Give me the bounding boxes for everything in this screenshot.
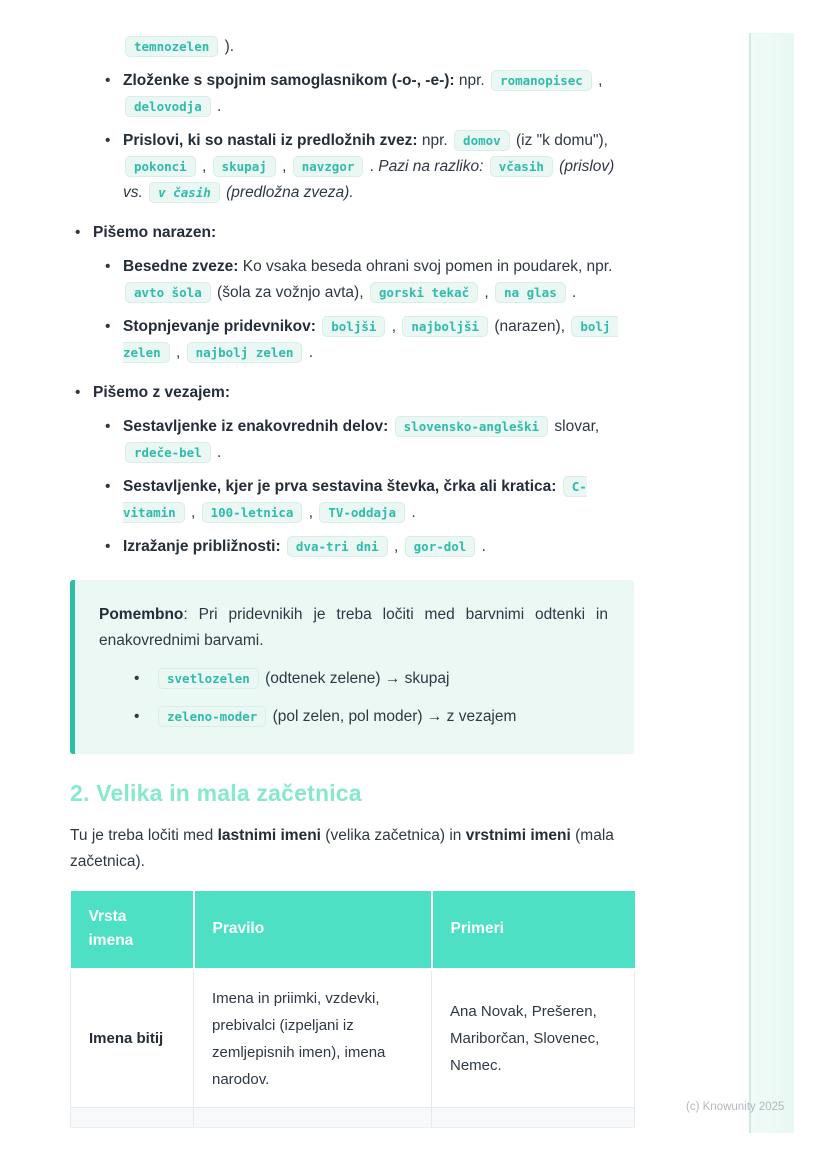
text-segment: : Pri pridevnikih je treba ločiti med barvnimi odtenki in enakovrednimi barvami. <box>99 606 608 649</box>
text-segment <box>281 538 285 555</box>
text-segment: Prislovi, ki so nastali iz predložnih zvez: <box>123 132 418 149</box>
code-chip: bolj zelen <box>123 316 618 363</box>
text-segment: , <box>304 504 318 521</box>
text-segment: (prislov) vs. <box>123 158 615 201</box>
table-head <box>71 891 635 969</box>
text-segment: . <box>212 444 222 461</box>
bullet-marker: • <box>105 318 111 335</box>
list-item-text <box>93 220 634 246</box>
code-chip: temnozelen <box>125 36 218 57</box>
page-edge-strip <box>749 33 794 1133</box>
code-chip: zeleno-moder <box>158 706 266 727</box>
list-item-text <box>123 68 634 120</box>
callout-paragraph <box>99 602 608 654</box>
callout-pomembno <box>70 580 634 754</box>
text-segment: Stopnjevanje pridevnikov: <box>123 318 316 335</box>
text-segment: . <box>365 158 379 175</box>
text-segment: ). <box>220 38 235 55</box>
table-header-cell: Primeri <box>432 891 635 969</box>
table-cell <box>71 1107 194 1127</box>
list-item <box>70 128 634 206</box>
bullet-marker: • <box>134 670 140 687</box>
document-content <box>70 34 634 1128</box>
list-item <box>70 254 634 306</box>
code-chip: svetlozelen <box>158 668 259 689</box>
text-segment: (predložna zveza). <box>221 184 354 201</box>
text-segment: Sestavljenke iz enakovrednih delov: <box>123 418 389 435</box>
text-segment: lastnimi imeni <box>217 827 321 844</box>
list-item-text <box>123 534 634 560</box>
text-segment: Pišemo narazen: <box>93 224 217 241</box>
table-cell: Imena bitij <box>71 969 194 1107</box>
text-segment: , <box>197 158 211 175</box>
bullet-marker: • <box>105 132 111 149</box>
text-segment: (šola za vožnjo avta), <box>212 284 368 301</box>
list-item-text <box>156 704 608 730</box>
code-chip: gorski tekač <box>370 282 478 303</box>
code-chip: rdeče-bel <box>125 442 211 463</box>
section-heading: 2. Velika in mala začetnica <box>70 780 362 806</box>
table-header-cell: Pravilo <box>194 891 432 969</box>
text-segment <box>316 318 320 335</box>
text-segment: , <box>480 284 494 301</box>
bullet-marker: • <box>105 478 111 495</box>
text-segment: . <box>212 98 222 115</box>
code-chip: boljši <box>322 316 385 337</box>
code-chip: TV-oddaja <box>319 502 405 523</box>
code-chip: navzgor <box>293 156 364 177</box>
bullet-marker: • <box>75 224 81 241</box>
list-item <box>99 666 608 692</box>
table-cell <box>194 1107 432 1127</box>
code-chip: slovensko-angleški <box>395 416 548 437</box>
text-segment: Izražanje približnosti: <box>123 538 281 555</box>
list-item-text <box>123 474 634 526</box>
text-segment: Sestavljenke, kjer je prva sestavina števka, črka ali kratica: <box>123 478 557 495</box>
text-segment: (pol zelen, pol moder) → z vezajem <box>268 708 517 725</box>
bullet-marker: • <box>105 418 111 435</box>
code-chip: pokonci <box>125 156 196 177</box>
bullet-marker: • <box>105 538 111 555</box>
text-segment: Ko vsaka beseda ohrani svoj pomen in poudarek, npr. <box>238 258 613 275</box>
text-segment: Pišemo z vezajem: <box>93 384 230 401</box>
intro-paragraph <box>70 823 634 875</box>
copyright-footer: (c) Knowunity 2025 <box>686 1101 785 1113</box>
bullet-marker: • <box>134 708 140 725</box>
list-item-text <box>123 314 634 366</box>
text-segment: npr. <box>417 132 453 149</box>
code-chip: gor-dol <box>405 536 476 557</box>
table-cell: Imena in priimki, vzdevki, prebivalci (izpeljani iz zemljepisnih imen), imena narodov. <box>194 969 432 1107</box>
bullet-marker: • <box>105 258 111 275</box>
code-chip: avto šola <box>125 282 211 303</box>
list-item <box>70 414 634 466</box>
table-row <box>71 969 635 1107</box>
table-header-cell: Vrsta imena <box>71 891 194 969</box>
table-header-row <box>71 891 635 969</box>
code-chip: C-vitamin <box>123 476 587 523</box>
text-segment: , <box>186 504 200 521</box>
text-segment: . <box>477 538 486 555</box>
list-item <box>70 68 634 120</box>
text-segment: (iz "k domu"), <box>511 132 608 149</box>
text-segment: Besedne zveze: <box>123 258 239 275</box>
text-segment: (mala začetnica). <box>70 827 614 870</box>
code-chip: najbolj zelen <box>187 342 303 363</box>
list-item-text <box>93 380 634 406</box>
list-item <box>99 704 608 730</box>
text-segment: Pazi na razliko: <box>378 158 488 175</box>
text-segment: . <box>567 284 577 301</box>
list-item <box>70 220 634 246</box>
bullet-marker: • <box>105 72 111 89</box>
list-item <box>70 314 634 366</box>
code-chip: najboljši <box>402 316 488 337</box>
text-segment: (narazen), <box>490 318 570 335</box>
text-segment: Zloženke s spojnim samoglasnikom (-o-, -e-): <box>123 72 455 89</box>
list-item <box>70 474 634 526</box>
text-segment: , <box>171 344 185 361</box>
text-segment: (velika začetnica) in <box>320 827 466 844</box>
text-segment <box>388 418 392 435</box>
bullet-marker <box>105 34 123 60</box>
list-item-text <box>156 666 608 692</box>
bullet-list <box>70 34 634 560</box>
text-segment: . <box>304 344 314 361</box>
table-body <box>71 969 635 1127</box>
bullet-marker: • <box>75 384 81 401</box>
list-item-text <box>123 414 634 466</box>
grammar-table <box>70 891 635 1128</box>
list-item <box>70 534 634 560</box>
text-segment: Tu je treba ločiti med <box>70 827 218 844</box>
code-chip: domov <box>454 130 510 151</box>
code-chip: na glas <box>495 282 566 303</box>
list-item-text <box>123 128 634 206</box>
text-segment: , <box>387 318 401 335</box>
table-row-partial <box>71 1107 635 1127</box>
text-segment: , <box>389 538 403 555</box>
text-segment: , <box>277 158 291 175</box>
text-segment: slovar, <box>550 418 600 435</box>
text-segment: . <box>407 504 416 521</box>
callout-list <box>99 666 608 730</box>
code-chip: včasih <box>490 156 553 177</box>
list-item <box>70 380 634 406</box>
table-cell: Ana Novak, Prešeren, Mariborčan, Slovenec, Nemec. <box>432 969 635 1107</box>
text-segment: (odtenek zelene) → skupaj <box>260 670 450 687</box>
text-segment: , <box>593 72 603 89</box>
text-segment: vrstnimi imeni <box>465 827 571 844</box>
text-segment: npr. <box>454 72 490 89</box>
list-item <box>70 34 634 60</box>
table-cell <box>432 1107 635 1127</box>
code-chip: 100-letnica <box>202 502 303 523</box>
code-chip: romanopisec <box>491 70 592 91</box>
list-item-text <box>123 254 634 306</box>
code-chip: dva-tri dni <box>287 536 388 557</box>
list-item-text <box>123 34 634 60</box>
code-chip: delovodja <box>125 96 211 117</box>
code-chip: v časih <box>149 182 220 203</box>
code-chip: skupaj <box>213 156 276 177</box>
text-segment <box>556 478 560 495</box>
text-segment: Pomembno <box>99 606 184 623</box>
